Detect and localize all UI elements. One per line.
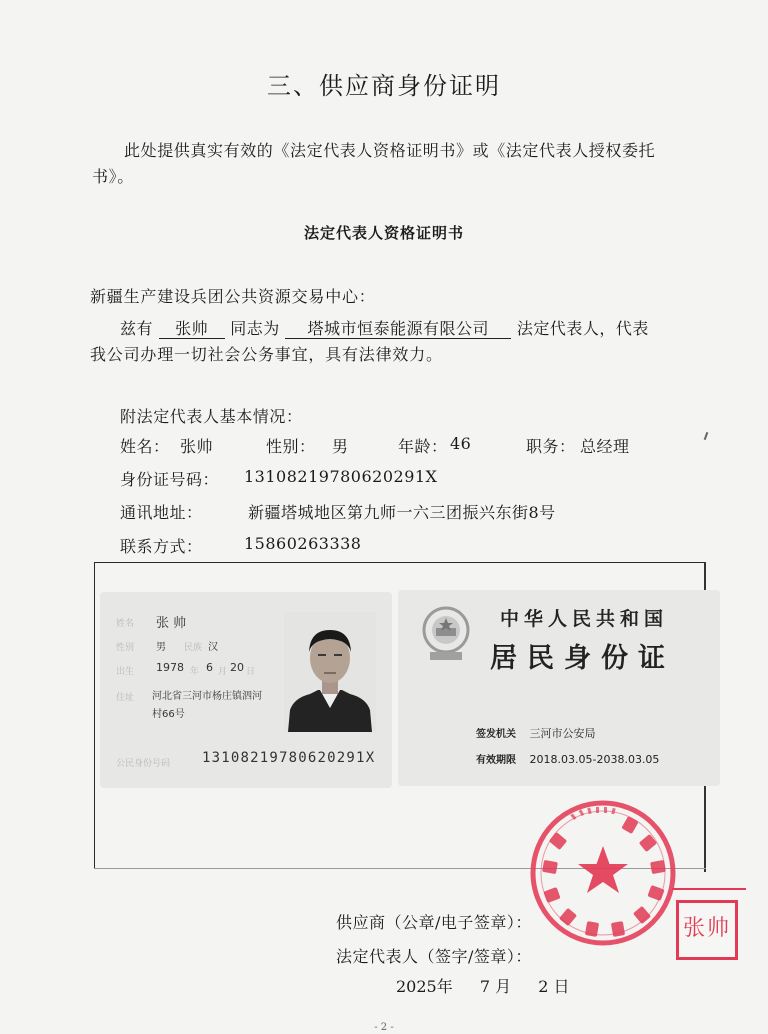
card-birth-year: 1978 — [156, 661, 184, 674]
card-birth-month-unit: 月 — [218, 667, 228, 677]
certificate-title: 法定代表人资格证明书 — [303, 224, 464, 242]
statement-prefix: 兹有 — [120, 319, 154, 338]
card-birth-day-unit: 日 — [246, 667, 256, 677]
addressee: 新疆生产建设兵团公共资源交易中心： — [90, 287, 376, 306]
authority-label: 签发机关 — [476, 729, 516, 740]
gender-value: 男 — [332, 437, 349, 456]
card-id-label: 公民身份号码 — [116, 759, 171, 769]
validity-label: 有效期限 — [476, 755, 516, 766]
contact-label: 联系方式： — [120, 537, 203, 556]
statement-suffix: 法定代表人，代表 — [516, 319, 649, 338]
portrait-image — [284, 612, 376, 732]
card-birth-month: 6 — [206, 661, 213, 674]
address-value: 新疆塔城地区第九师一六三团振兴东街8号 — [248, 503, 556, 522]
page-number: - 2 - — [374, 1022, 394, 1033]
gender-label: 性别： — [266, 437, 316, 456]
id-photo — [284, 612, 376, 732]
national-emblem-icon — [416, 602, 476, 664]
page-title: 三、供应商身份证明 — [267, 72, 501, 100]
card-address-line2: 村66号 — [152, 709, 185, 720]
id-label: 身份证号码： — [120, 470, 220, 489]
date-month: 7 月 — [479, 977, 512, 996]
company-name-blank: 塔城市恒泰能源有限公司 — [285, 320, 511, 339]
card-back-title-country: 中华人民共和国 — [500, 608, 669, 630]
card-birth-year-unit: 年 — [190, 667, 200, 677]
name-value: 张帅 — [180, 437, 214, 456]
issuing-authority-row — [476, 725, 596, 741]
statement-mid: 同志为 — [230, 319, 280, 338]
card-birth-day: 20 — [230, 661, 244, 674]
intro-paragraph: 此处提供真实有效的《法定代表人资格证明书》或《法定代表人授权委托书》。 — [92, 141, 656, 186]
stray-mark — [704, 432, 709, 440]
date-year: 2025年 — [396, 977, 453, 996]
id-value: 13108219780620291X — [244, 467, 438, 486]
card-name-label: 姓名 — [116, 619, 135, 629]
name-label: 姓名： — [120, 437, 170, 456]
info-heading: 附法定代表人基本情况： — [120, 407, 303, 426]
rep-name-blank: 张帅 — [159, 320, 225, 339]
id-card-front — [100, 592, 392, 788]
address-label: 通讯地址： — [120, 503, 203, 522]
seal-mark-line — [672, 888, 746, 890]
card-birth-label: 出生 — [116, 667, 135, 677]
card-gender-label: 性别 — [116, 643, 135, 653]
card-back-title-id: 居民身份证 — [490, 643, 675, 674]
position-label: 职务： — [526, 437, 576, 456]
supplier-seal-line: 供应商（公章/电子签章）： — [336, 913, 532, 932]
validity-value: 2018.03.05-2038.03.05 — [529, 753, 660, 766]
card-address-line1: 河北省三河市杨庄镇泗河 — [152, 691, 262, 702]
position-value: 总经理 — [580, 437, 630, 456]
name-seal: 张帅 — [676, 900, 738, 960]
card-gender: 男 — [156, 642, 166, 653]
card-name: 张 帅 — [156, 616, 187, 631]
card-ethnicity: 汉 — [208, 642, 218, 653]
sign-date — [396, 974, 591, 997]
card-ethnicity-label: 民族 — [184, 643, 203, 653]
validity-row — [476, 751, 659, 766]
company-seal-icon — [528, 798, 678, 948]
statement-line-1 — [120, 316, 649, 339]
statement-line-2: 我公司办理一切社会公务事宜，具有法律效力。 — [90, 345, 443, 364]
date-day: 2 日 — [538, 977, 570, 996]
age-value: 46 — [450, 434, 472, 453]
rep-signature-line: 法定代表人（签字/签章）： — [336, 947, 532, 966]
card-id-number: 13108219780620291X — [202, 750, 376, 766]
age-label: 年龄： — [398, 437, 448, 456]
card-address-label: 住址 — [116, 693, 135, 703]
contact-value: 15860263338 — [244, 534, 362, 553]
authority-value: 三河市公安局 — [529, 727, 596, 740]
